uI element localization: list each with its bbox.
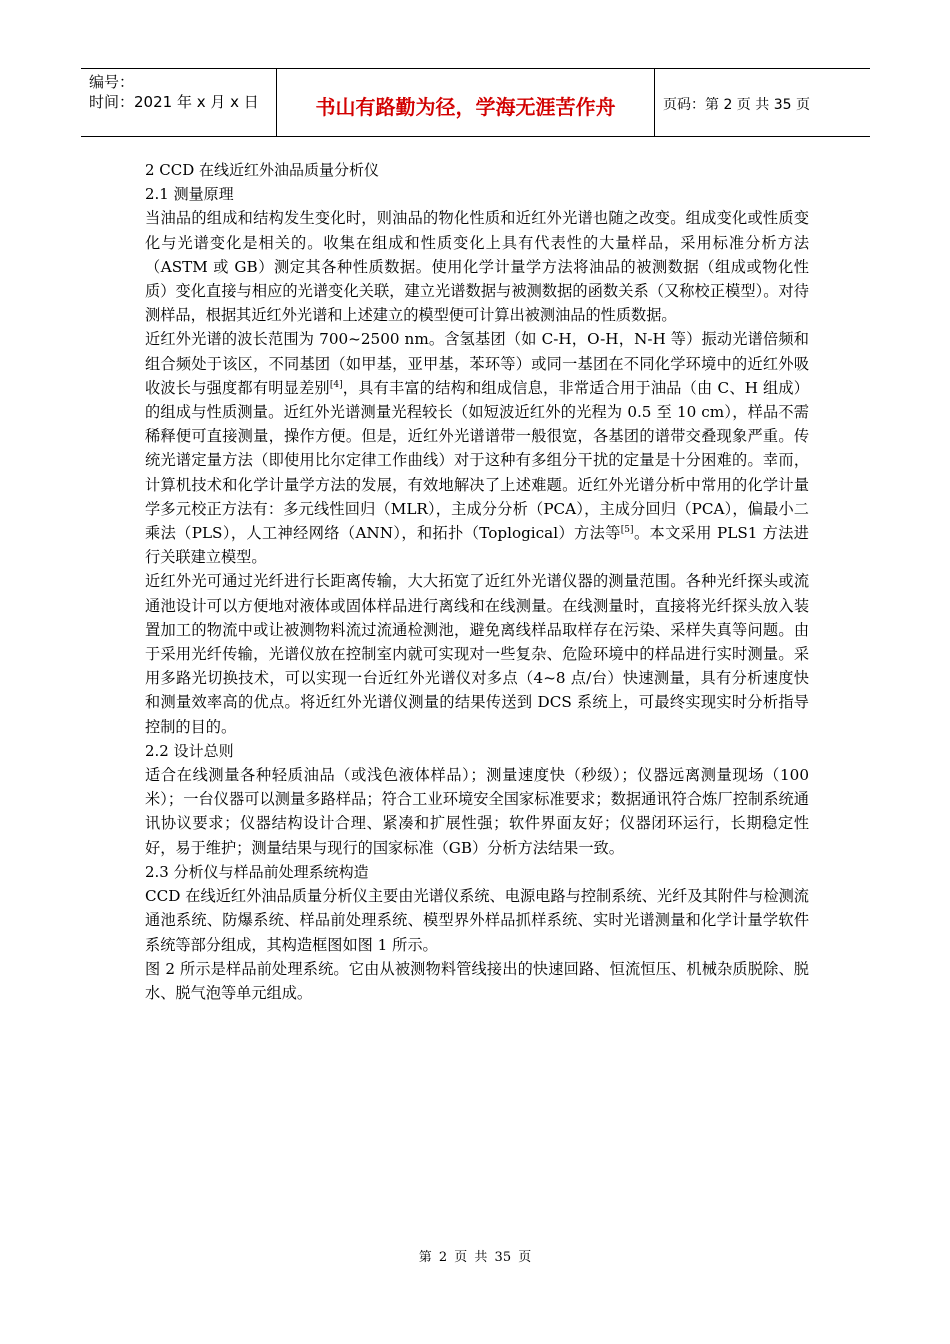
paragraph-nir-spectrum [145,327,809,569]
paragraph-measurement-principle: 当油品的组成和结构发生变化时，则油品的物化性质和近红外光谱也随之改变。组成变化或性质变化与光谱变化是相关的。收集在组成和性质变化上具有代表性的大量样品，采用标准分析方法（ASTM 或 GB）测定其各种性质数据。使用化学计量学方法将油品的被测数据（组成或物化性质）变化直接与相应的光谱变化关联，建立光谱数据与被测数据的函数关系（又称校正模型）。对待测样品，根据其近红外光谱和上述建立的模型便可计算出被测油品的性质数据。 [145,209,809,325]
paragraph-nir-part-b: ，具有丰富的结构和组成信息，非常适合用于油品（由 C、H 组成）的组成与性质测量。近红外光谱测量光程较长（如短波近红外的光程为 0.5 至 10 cm），样品不需稀释便可直接测量，操作方便。但是，近红外光谱谱带一般很宽，各基团的谱带交叠现象严重。传统光谱定量方法（即使用比尔定律工作曲线）对于这种有多组分干扰的定量是十分困难的。幸而，计算机技术和化学计量学方法的发展，有效地解决了上述难题。近红外光谱分析中常用的化学计量学多元校正方法有：多元线性回归（MLR），主成分分析（PCA），主成分回归（PCA），偏最小二乘法（PLS），人工神经网络（ANN），和拓扑（Toplogical）方法等 [145,378,809,543]
document-body [145,158,809,1005]
paragraph-nir-part-c: 。本文采用 PLS1 方法进行关联建立模型。 [145,524,809,567]
paragraph-nir-part-a: 近红外光谱的波长范围为 700~2500 nm。含氢基团（如 C-H，O-H，N-H 等）振动光谱倍频和组合频处于该区，不同基团（如甲基，亚甲基，苯环等）或同一基团在不同化学环境中的近红外吸收波长与强度都有明显差别 [145,330,809,397]
page-header [81,68,870,137]
paragraph-fiber-transmission: 近红外光可通过光纤进行长距离传输，大大拓宽了近红外光谱仪器的测量范围。各种光纤探头或流通池设计可以方便地对液体或固体样品进行离线和在线测量。在线测量时，直接将光纤探头放入装置加工的物流中或让被测物料流过流通检测池，避免离线样品取样存在污染、采样失真等问题。由于采用光纤传输，光谱仪放在控制室内就可实现对一些复杂、危险环境中的样品进行实时测量。采用多路光切换技术，可以实现一台近红外光谱仪对多点（4~8 点/台）快速测量，具有分析速度快和测量效率高的优点。将近红外光谱仪测量的结果传送到 DCS 系统上，可最终实现实时分析指导控制的目的。 [145,572,809,736]
paragraph-analyzer-structure: CCD 在线近红外油品质量分析仪主要由光谱仪系统、电源电路与控制系统、光纤及其附件与检测流通池系统、防爆系统、样品前处理系统、模型界外样品抓样系统、实时光谱测量和化学计量学软件系统等部分组成，其构造框图如图 1 所示。 [145,887,809,954]
header-left-cell [81,69,277,136]
section-2-1-title: 2.1 测量原理 [145,185,234,204]
reference-5: [5] [620,524,634,535]
reference-4: [4] [329,379,343,390]
paragraph-design-principles: 适合在线测量各种轻质油品（或浅色液体样品）；测量速度快（秒级）；仪器远离测量现场（100 米）；一台仪器可以测量多路样品；符合工业环境安全国家标准要求；数据通讯符合炼厂控制系统通讯协议要求；仪器结构设计合理、紧凑和扩展性强；软件界面友好；仪器闭环运行，长期稳定性好，易于维护；测量结果与现行的国家标准（GB）分析方法结果一致。 [145,766,809,857]
document-number-label: 编号： [89,73,135,91]
page-footer: 第 2 页 共 35 页 [418,1250,532,1265]
section-2-3-title: 2.3 分析仪与样品前处理系统构造 [145,862,369,881]
section-2-2-title: 2.2 设计总则 [145,741,234,760]
header-motto: 书山有路勤为径，学海无涯苦作舟 [277,69,655,136]
paragraph-sample-pretreatment: 图 2 所示是样品前处理系统。它由从被测物料管线接出的快速回路、恒流恒压、机械杂质脱除、脱水、脱气泡等单元组成。 [145,959,809,1002]
document-time-label: 时间：2021 年 x 月 x 日 [89,93,259,111]
section-2-title: 2 CCD 在线近红外油品质量分析仪 [145,161,380,179]
header-page-label: 页码：第 2 页 共 35 页 [663,97,810,113]
